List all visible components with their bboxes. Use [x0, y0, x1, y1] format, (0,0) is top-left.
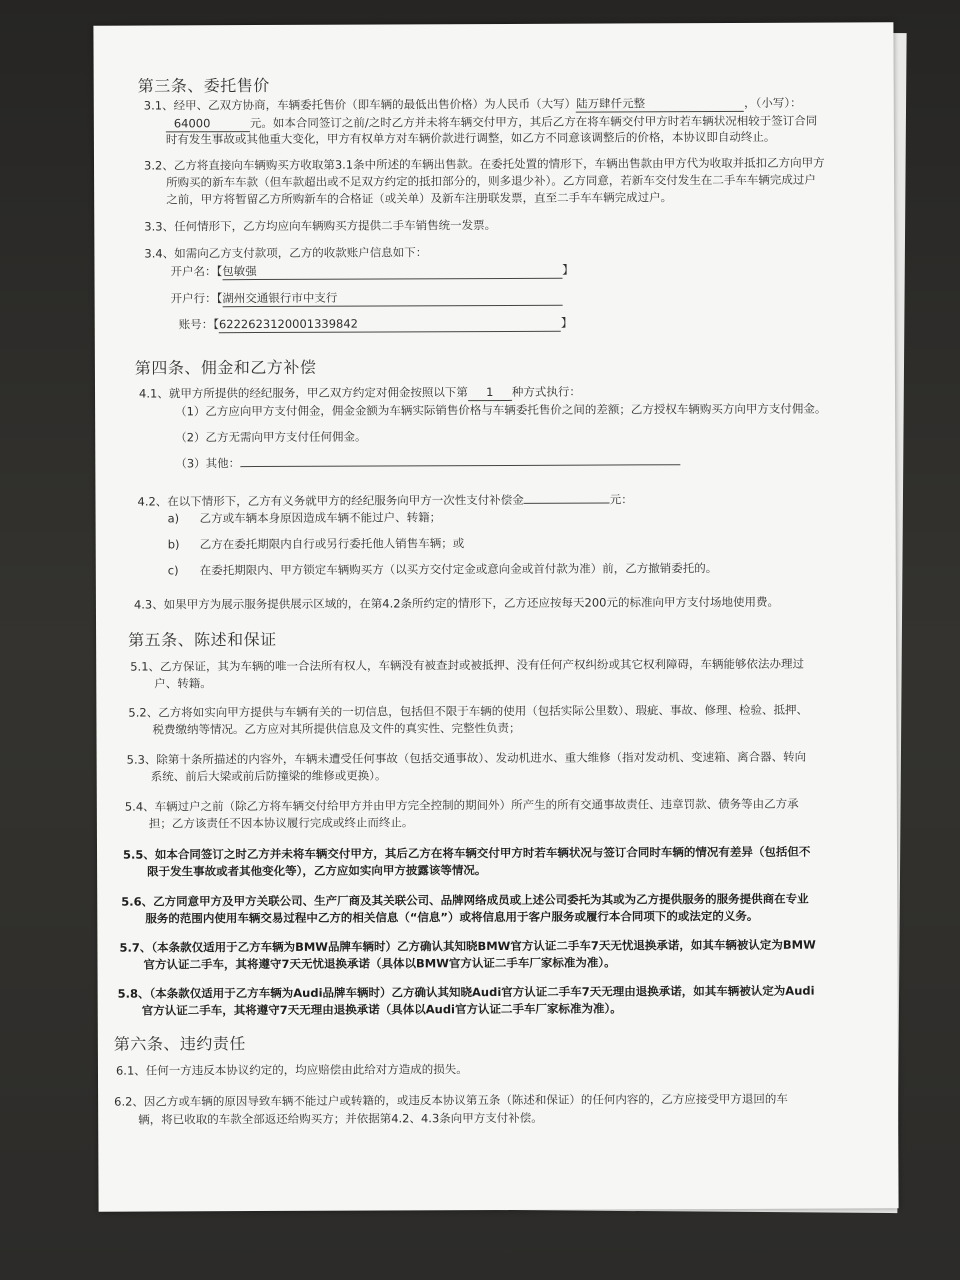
- clause-5-2: 5.2、乙方将如实向甲方提供与车辆有关的一切信息，包括但不限于车辆的使用（包括实际公里数）、瑕疵、事故、修理、检验、抵押、: [128, 702, 808, 720]
- contract-page: [93, 22, 898, 1211]
- account-name-value: 包敏强: [222, 264, 257, 279]
- clause-3-2: 3.2、乙方将直接向车辆购买方收取第3.1条中所述的车辆出售款。在委托处置的情形下，车辆出售款由甲方代为收取并抵扣乙方向甲方: [143, 155, 825, 173]
- clause-5-8-line2: 官方认证二手车，其将遵守7天无理由退换承诺（具体以Audi官方认证二手车厂家标准为准）。: [141, 1001, 622, 1018]
- amount-number-field: 64000: [166, 115, 250, 132]
- account-bank-row: 开户行：【湖州交通银行市中支行: [171, 289, 563, 308]
- clause-4-2-c: c) 在委托期限内、甲方锁定车辆购买方（以买方交付定金或意向金或首付款为准）前，乙方撤销委托的。: [167, 561, 718, 578]
- other-option-blank: [240, 452, 680, 467]
- clause-5-5: 5.5、如本合同签订之时乙方并未将车辆交付甲方，其后乙方在将车辆交付甲方时若车辆状况与签订合同时车辆的情况有差异（包括但不: [123, 844, 811, 862]
- compensation-blank: [524, 491, 610, 504]
- clause-5-4-line2: 担；乙方该责任不因本协议履行完成或终止而终止。: [148, 815, 414, 831]
- clause-6-2-line2: 辆，将已收取的车款全部返还给购买方；并依据第4.2、4.3条向甲方支付补偿。: [138, 1110, 543, 1127]
- clause-3-2-line3: 之前，甲方将暂留乙方所购新车的合格证（或关单）及新车注册联发票，直至二手车车辆完成过户。: [166, 190, 673, 207]
- clause-3-1: 3.1、经甲、乙双方协商，车辆委托售价（即车辆的最低出售价格）为人民币（大写）陆万肆仟元整 ，（小写）：: [143, 95, 802, 113]
- clause-5-3-line2: 系统、前后大梁或前后防撞梁的维修或更换）。: [150, 768, 387, 784]
- section-3-heading: 第三条、委托售价: [137, 75, 270, 96]
- clause-5-3: 5.3、除第十条所描述的内容外，车辆未遭受任何事故（包括交通事故）、发动机进水、重大维修（指对发动机、变速箱、离合器、转向: [126, 749, 807, 767]
- section-6-heading: 第六条、违约责任: [113, 1034, 246, 1054]
- clause-3-3: 3.3、任何情形下，乙方均应向车辆购买方提供二手车销售统一发票。: [144, 217, 497, 234]
- clause-6-2: 6.2、因乙方或车辆的原因导致车辆不能过户或转籍的，或违反本协议第五条（陈述和保证）的任何内容的，乙方应接受甲方退回的车: [114, 1091, 788, 1109]
- clause-4-3: 4.3、如果甲方为展示服务提供展示区域的，在第4.2条所约定的情形下，乙方还应按每天200元的标准向甲方支付场地使用费。: [133, 594, 779, 612]
- clause-5-7: 5.7、（本条款仅适用于乙方车辆为BMW品牌车辆时）乙方确认其知晓BMW官方认证二手车7天无忧退换承诺，如其车辆被认定为BMW: [119, 937, 816, 955]
- section-5-heading: 第五条、陈述和保证: [128, 629, 277, 650]
- clause-3-1-line2: 64000 元。如本合同签订之前/之时乙方并未将车辆交付甲方，其后乙方在将车辆交付甲方时若车辆状况相较于签订合同: [166, 113, 817, 133]
- clause-3-4: 3.4、如需向乙方支付款项，乙方的收款账户信息如下：: [144, 245, 428, 261]
- clause-5-1-line2: 户、转籍。: [154, 676, 212, 691]
- clause-5-5-line2: 限于发生事故或者其他变化等），乙方应如实向甲方披露该等情况。: [147, 863, 487, 879]
- clause-5-7-line2: 官方认证二手车，其将遵守7天无忧退换承诺（具体以BMW官方认证二手车厂家标准为准）。: [143, 955, 616, 972]
- commission-option-field: 1: [468, 384, 512, 401]
- clause-5-8: 5.8、（本条款仅适用于乙方车辆为Audi品牌车辆时）乙方确认其知晓Audi官方认证二手车7天无理由退换承诺，如其车辆被认定为Audi: [117, 983, 815, 1001]
- clause-4-1: 4.1、就甲方所提供的经纪服务，甲乙双方约定对佣金按照以下第 1 种方式执行：: [138, 384, 581, 401]
- account-name-row: 开户名：【包敏强 】: [170, 262, 574, 279]
- commission-option-2: （2）乙方无需向甲方支付任何佣金。: [175, 429, 367, 445]
- amount-words-field: 陆万肆仟元整: [576, 95, 744, 113]
- clause-4-2-a: a) 乙方或车辆本身原因造成车辆不能过户、转籍；: [167, 510, 442, 526]
- clause-3-1-line3: 时有发生事故或其他重大变化，甲方有权单方对车辆价款进行调整，如乙方不同意该调整后的价格，本协议即自动终止。: [165, 129, 776, 147]
- clause-3-2-line2: 所购买的新车车款（但车款超出或不足双方约定的抵扣部分的，则多退少补）。乙方同意，若新车交付发生在二手车车辆完成过户: [166, 172, 816, 190]
- clause-5-4: 5.4、车辆过户之前（除乙方将车辆交付给甲方并由甲方完全控制的期间外）所产生的所有交通事故责任、违章罚款、债务等由乙方承: [124, 796, 799, 814]
- section-4-heading: 第四条、佣金和乙方补偿: [134, 357, 317, 378]
- clause-5-6: 5.6、乙方同意甲方及甲方关联公司、生产厂商及其关联公司、品牌网络成员或上述公司委托为其或为乙方提供服务的服务提供商在专业: [121, 891, 809, 909]
- account-number-value: 622262312000133984​2: [218, 316, 359, 332]
- account-number-row: 账号：【622262312000133984​2 】: [178, 315, 573, 332]
- clause-5-1: 5.1、乙方保证，其为车辆的唯一合法所有权人，车辆没有被查封或被抵押、没有任何产权纠纷或其它权利障碍，车辆能够依法办理过: [130, 656, 805, 674]
- commission-option-1: （1）乙方应向甲方支付佣金，佣金金额为车辆实际销售价格与车辆委托售价之间的差额；乙方授权车辆购买方向甲方支付佣金。: [175, 401, 827, 419]
- commission-option-3: （3）其他：: [175, 452, 680, 471]
- account-bank-value: 湖州交通银行市中支行: [222, 290, 338, 306]
- clause-5-2-line2: 税费缴纳等情况。乙方应对其所提供信息及文件的真实性、完整性负责；: [152, 720, 521, 737]
- clause-4-2-b: b) 乙方在委托期限内自行或另行委托他人销售车辆；或: [167, 536, 465, 552]
- clause-5-6-line2: 服务的范围内使用车辆交易过程中乙方的相关信息（“信息”）或将信息用于客户服务或履行本合同项下的或法定的义务。: [145, 908, 759, 926]
- clause-4-2: 4.2、在以下情形下，乙方有义务就甲方的经纪服务向甲方一次性支付补偿金 元：: [137, 492, 633, 509]
- clause-6-1: 6.1、任何一方违反本协议约定的，均应赔偿由此给对方造成的损失。: [115, 1062, 468, 1078]
